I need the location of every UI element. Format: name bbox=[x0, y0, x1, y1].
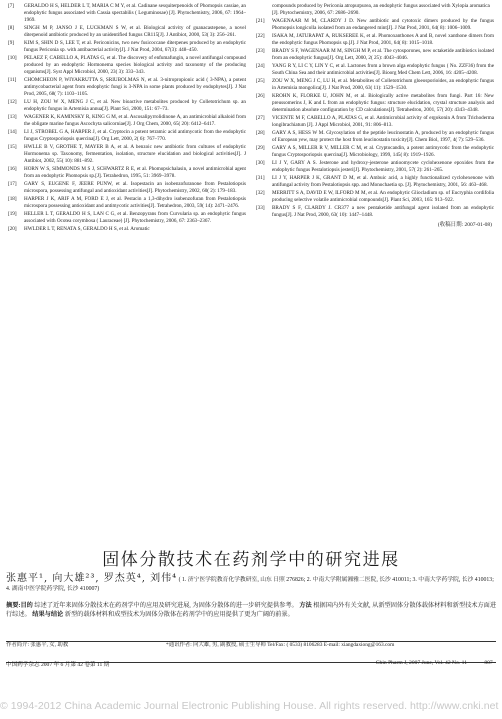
reference-item: [25] ZOU W X, MENG J C, LU H, et al. Metabolites of Colletotrichum gloeosporioides, an endophytic fungus in Artemisia mongolica[J]. J Nat Prod, 2000, 63( 11): 1529–1530. bbox=[256, 77, 494, 91]
reference-item: [16] HORN W S, SIMMONDS M S J, SCHWARTZ R E, et al. Phomopsichalasin, a novel antimicrobial agent from an endophytic Phomopsis sp.[J]. Tetrahedron, 1995, 51: 3969–3978. bbox=[8, 166, 246, 180]
reference-item: [31] LI J Y, HARPER J K, GRANT D M, et al. Ambuic acid, a highly functionalized cyclohexenone with antifungal activity from Pestalotiopsis spp. and Monochaetia sp. [J]. Phytochemistry, 2001, 56: 463–468. bbox=[256, 174, 494, 188]
reference-item: [24] YANG R Y, LI C Y, LIN Y C, et al. Lactones from a brown alga endophytic fungus ( No. ZZF36) from the South China Sea and their antimicrobial activities[J]. Bioorg Med Chem Lett, 2006, 16: 4205–4208. bbox=[256, 62, 494, 76]
reference-item: [7] GERALDO H S, HELDER L T, MARIA C M Y, et al. Cadinane sesquiterpenoids of Phomopsis cassiae, an endophytic fungus associated with Cassia spectabilis ( Leguminosae) [J]. Phytochemistry, 2006, 67: 1964–1969. bbox=[8, 3, 246, 24]
method-label: 方法 bbox=[299, 602, 312, 609]
copyright-watermark: © 1994-2012 China Academic Journal Electronic Publishing House. All rights reserved. http://www.cnki.net bbox=[0, 700, 499, 712]
reference-column-left bbox=[8, 3, 246, 489]
reference-item: [20] HWLDER L T, RENATA S, GERALDO H S, et al. Aromatic bbox=[8, 225, 150, 232]
reference-item: [14] LI J, STROBEL G A, HARPER J, et al. Cryptocin a potent tetramic acid antimycotic from the endophytic fungus Cryptosporiopsis quercina[J]. Org Lett, 2000, 2( 6): 767–770. bbox=[8, 129, 246, 143]
author-block bbox=[6, 575, 496, 593]
reference-item: [21] WAGENAAR M M, CLARDY J D. New antibiotic and cytotoxic dimers produced by the fungus Phomopsis longicolla isolated from an endangered mint[J]. J Nat Prod, 2001, 64( 8): 1006–1009. bbox=[256, 17, 494, 32]
result-label: 结果与结论 bbox=[32, 611, 64, 618]
reference-item: [12] LU H, ZOU W X, MENG J C, et al. New bioactive metabolites produced by Colletotrichum sp. an endophytic fungus in Artemisia annua[J]. Plant Sci, 2000, 151: 67–73. bbox=[8, 99, 246, 113]
reference-continuation: compounds produced by Periconia atropurpurea, an endophytic fungus associated with Xylopia aromatica [J]. Phytochemistry, 2006, 67: 2686–2690. bbox=[272, 3, 490, 17]
reference-item: [32] MERRITT S A, DAVID E W, ILFORD M M, et al. An endophytic Gliocladium sp. of Eucryphia cordifolia producing selective volatile antimicrobial compounds[J]. Plant Sci, 2003, 165: 913–922. bbox=[256, 189, 494, 203]
reference-item: [33] BRADY S F, CLARDY J. CR377 a new pentaketide antifungal agent isolated from an endophytic fungus[J]. J Nat Prod, 2000, 63( 10): 1447–1448. bbox=[256, 204, 494, 218]
reference-item: [11] CHOMCHEON P, WIYAKRUTTA S, SRIUBOLMAS N, et al. 3-nitropropionic acid ( 3-NPA), a potent antimycobacterial agent from endophytic fungi is 3-NPA in some plants produced by endophytes[J]. J Nat Prod, 2005, 68( 7): 1103–1105. bbox=[8, 77, 246, 98]
received-date: (收稿日期: 2007-01-08) bbox=[437, 221, 492, 228]
reference-item: [10] PELAEZ F, CABELLO A, PLATAS G, et al. The discovery of enfumafungin, a novel antifungal compound produced by an endophytic Hormonema species biological activity and taxonomy of the producing organisms[J]. Syst Appl Microbiol, 2000, 23( 3): 333–343. bbox=[8, 55, 246, 76]
result-text: 新型的载体材料和成型技术为固体分散体在药剂学中的应用提供了更为广阔的前景。 bbox=[64, 611, 294, 618]
reference-item: [22] ISAKA M, JATURAPAT A, RUKSEREE K, et al. Phomoxanthones A and B, novel xanthone dimers from the endophytic fungus Phomopsis sp.[J]. J Nat Prod, 2001, 64( 8): 1015–1018. bbox=[256, 32, 494, 47]
reference-column-right bbox=[256, 3, 494, 489]
author-footnote bbox=[6, 642, 496, 650]
reference-item: [23] BRADY S F, WAGENAAR M M, SINGH M P, et al. The cytosporones, new octaketide antibiotics isolated from an endophytic fungus[J]. Org Lett, 2000, 2( 25): 4043–4046. bbox=[256, 47, 494, 61]
reference-item: [26] KROHN K, FLORKE U, JOHN M, et al. Biologically active metabolites from fungi. Part 16: New preussomerins J, K and L from an endophytic fungus: structure elucidation, crystal structure analysis and determination absolute configuration by CD calculations[J]. Tetrahedron, 2001, 57( 20): 4343–4348. bbox=[256, 92, 494, 113]
reference-item: [18] HARPER J K, ARIF A M, FORD E J, et al. Pestacin a 1,3-dihydro isobenzofuran from Pestalotiopsis microspora possessing antioxidant and antimycotic activities[J]. Tetrahedron, 2003, 59( 14): 2471–2476. bbox=[8, 196, 246, 210]
corresponding-author-note: *通讯作者: 向大雄, 男, 副教授, 硕士生导师 Tel/Fax: ( 0533) 8106283 E-mail: xiangdaxiong@163.com bbox=[166, 642, 395, 648]
abstract bbox=[6, 601, 496, 619]
abstract-label: 摘要: bbox=[6, 602, 21, 609]
page-footer bbox=[6, 660, 496, 668]
reference-item: [28] GARY A S, HESS W M. Glycosylation of the peptide leucinostatin A, produced by an endophytic fungus of European yew, may protect the host from leucinostatin toxicity[J]. Chem Biol, 1997, 4( 7): 529–536. bbox=[256, 129, 494, 143]
purpose-label: 目的 bbox=[20, 602, 33, 609]
reference-item: [17] GARY S, EUGENE F, JEERE PUNW, et al. Isopestacin an isobenzofuranone from Pestalotiopsis microspora, possessing antifungal and antioxidant activities[J]. Phytochemistry, 2002, 60( 2): 179–183. bbox=[8, 181, 246, 195]
reference-item: [8] SINGH M P, JANSO J E, LUCKMAN S W, et al. Biological activity of guanacastepene, a novel diterpenoid antibiotic produced by an unidentified fungus CR115[J]. J Antibiot, 2000, 53( 3): 256–261. bbox=[8, 25, 246, 39]
method-text: 根据国内外有关文献, 从新型固体分散体载体材料和新型技术方面进行综述。 bbox=[6, 602, 497, 618]
reference-item: [9] KIM S, SHIN D S, LEE T, et al. Periconicins, two new fusicoccane diterpenes produced by an endophytic fungus Periconia sp. with antibacterial activity[J]. J Nat Prod, 2004, 67(3): 448–450. bbox=[8, 40, 246, 54]
reference-columns bbox=[8, 3, 494, 489]
reference-item: [27] VICENTE M F, CABELLO A, PLATAS G, et al. Antimicrobial activity of ergokonin A from Trichoderma longibrachiatum [J]. J Appl Microbiol, 2001, 91: 806–813. bbox=[256, 114, 494, 128]
author-names: 张惠平¹, 向大雄²³, 罗杰英⁴, 刘伟⁴ bbox=[6, 573, 178, 584]
reference-item: [13] WAGENER K, KAMINSKY R, KING G M, et al. Ascosalipyrrolidinone A, an antimicrobial alkaloid from the obligate marine fungus Ascochyta salicorniae[J]. J Org Chem, 2000, 65( 20): 6412–6417. bbox=[8, 114, 246, 128]
page-number: · 807 · bbox=[481, 660, 496, 666]
reference-item: [29] GARY A S, MILLER R V, MILLER C M, et al. Cryptocandin, a potent antimycotic from the endophytic fungus Cryptosporiopsis quercina[J]. Microbiology, 1999, 145( 8): 1919–1926. bbox=[256, 144, 494, 158]
footer-right bbox=[376, 660, 496, 668]
journal-footer-en: Chin Pharm J, 2007 June, Vol. 42 No. 11 bbox=[375, 660, 468, 666]
purpose-text: 综述了近年来固体分散技术在药剂学中的应用及研究进展, 为固体分散体的进一步研究提供参考。 bbox=[34, 602, 298, 609]
reference-item: [19] HELLER L T, GERALDO H S, LAN C G, et al. Benzopyrans from Curvularia sp. an endophytic fungus associated with Ocotea corymbosa ( Lauraceae) [J]. Phytochemistry, 2006, 67: 2363–2367. bbox=[8, 211, 246, 225]
reference-item: [15] HWLLE B V, GROTHE T, MAYER B A, et al. A benzoic new antibiotic from cultures of endophytic Hormonema sp. Taxonomy, fermentation, isolation, structure elucidation and biological activities[J]. J Antibiot, 2002, 55( 10): 881–892. bbox=[8, 144, 246, 165]
reference-item: [30] LI J Y, GARY A S. Jesterone and hydroxy-jesterone antioomycete cyclohexenone epoxides from the endophytic fungus Pestalotiopsis jesteri[J]. Phytochemistry, 2001, 57( 2): 261–265. bbox=[256, 159, 494, 173]
journal-footer-cn: 中国药学杂志 2007 年 6 月第 42 卷第 11 期 bbox=[6, 662, 110, 668]
first-author-note: 作者简介: 张惠平, 女, 助教 bbox=[6, 642, 69, 648]
article-title: 固体分散技术在药剂学中的研究进展 bbox=[102, 550, 400, 570]
author-affiliations: ( 1. 济宁医学院教育化学教研室, 山东 日照 276826; 2. 中南大学附属湘雅二医院, 长沙 410011; 3. 中南大学药学院, 长沙 410013; 4. 湖南中医学院药学院, 长沙 410007) bbox=[6, 577, 494, 592]
